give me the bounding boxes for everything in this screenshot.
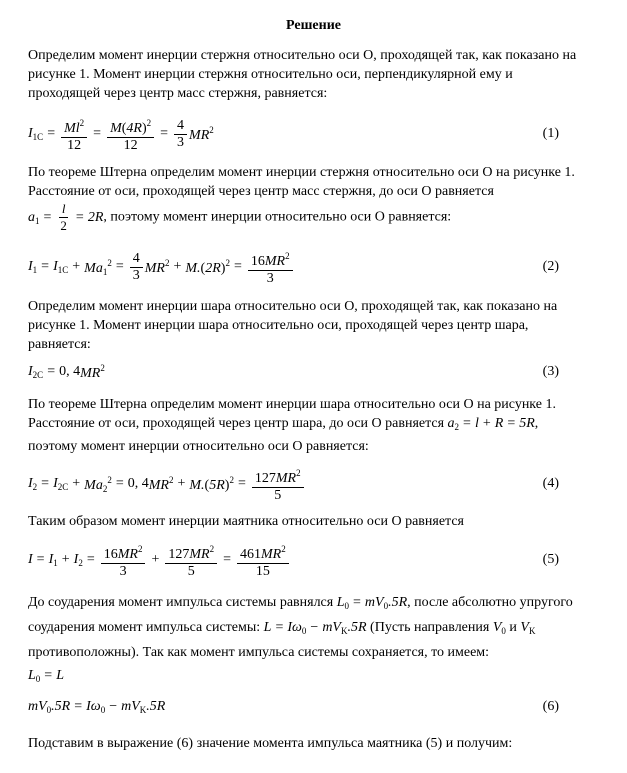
equation-6-formula: $mV_0.5R$ = $I\omega_0$ − $mV_K.5R$ [28, 699, 166, 715]
equation-2 [28, 245, 603, 289]
paragraph-steiner-ball-comma: , [534, 416, 539, 431]
paragraph-momentum-text: До соударения момент импульса системы равнялся [28, 595, 334, 610]
paragraph-substitute: Подставим в выражение (6) значение момента импульса маятника (5) и получим: [28, 736, 513, 751]
paragraph-steiner-rod-end: , поэтому момент инерции относительно оси О равняется: [103, 209, 452, 225]
paragraph-ball-intro: Определим момент инерции шара относительно оси О, проходящей так, как показано на рисунке 1. Момент инерции шара относительно оси, проходящей через центр шара, равняется: [28, 299, 558, 352]
paragraph-momentum-end: противоположны). Так как момент импульса системы сохраняется, то имеем: [28, 645, 490, 660]
paragraph-pendulum: Таким образом момент инерции маятника относительно оси О равняется [28, 514, 464, 529]
inline-formula-a1: $a_1$ = $\frac{l}{2}$ = 2R [28, 201, 104, 233]
equation-3-formula: $I_{2C}$ = 0, 4 $MR^2$ [28, 362, 105, 381]
equation-6-number: (6) [542, 699, 559, 714]
equation-1-formula: $I_{1C}$ = $\frac{Ml^2}{12}$ = $\frac{M(4R)^2}{12}$ = $\frac{4}{3}$ $MR^2$ [28, 112, 214, 156]
equation-1-number: (1) [542, 126, 559, 141]
inline-formula-l: $L = I\omega_0 - mV_K.5R$ [263, 620, 367, 636]
equation-3-number: (3) [542, 364, 559, 379]
equation-5 [28, 538, 603, 582]
equation-2-number: (2) [542, 259, 559, 274]
paragraph-steiner-rod [28, 163, 588, 234]
equation-6 [28, 690, 603, 724]
equation-4-number: (4) [542, 476, 559, 491]
paragraph-momentum-and: и [509, 620, 517, 635]
inline-formula-l0: $L_0 = mV_0.5R$ [336, 595, 408, 611]
paragraph-steiner-ball-end: поэтому момент инерции относительно оси О равняется: [28, 439, 369, 454]
equation-conservation [28, 662, 603, 690]
equation-4 [28, 462, 603, 506]
paragraph-steiner-ball [28, 395, 588, 456]
inline-formula-a2: $a_2 = l + R = 5R$ [447, 416, 535, 432]
equation-5-number: (5) [542, 552, 559, 567]
paragraph-momentum [28, 592, 588, 663]
page-title: Решение [286, 18, 341, 33]
paragraph-momentum-note: (Пусть направления [370, 620, 490, 635]
inline-formula-v0: $V_0$ [492, 620, 506, 636]
paragraph-steiner-rod-text: По теореме Штерна определим момент инерции стержня относительно оси О на рисунке 1. Расстояние от оси, проходящей через центр масс стержня, до оси О равняется [28, 165, 575, 199]
paragraph-steiner-ball-text: По теореме Штерна определим момент инерции шара относительно оси О на рисунке 1. Расстояние от оси, проходящей через центр шара, до оси О равняется [28, 397, 556, 431]
inline-formula-vk: $V_K$ [520, 620, 536, 636]
paragraph-rod-intro: Определим момент инерции стержня относительно оси О, проходящей так, как показано на рисунке 1. Момент инерции стержня относительно оси, перпендикулярной ему и проходящей через центр масс стержня, равняется: [28, 48, 577, 101]
equation-1 [28, 112, 603, 156]
equation-3 [28, 350, 603, 394]
equation-5-formula: I = $I_1$ + $I_2$ = $\frac{16MR^2}{3}$ + $\frac{127MR^2}{5}$ = $\frac{461MR^2}{15}$ [28, 538, 291, 582]
equation-4-formula: $I_2$ = $I_{2C}$ + $Ma_2^2$ = 0, 4 $MR^2$ + $M.(5R)^2$ = $\frac{127MR^2}{5}$ [28, 462, 306, 506]
equation-conservation-formula: $L_0$ = L [28, 668, 64, 684]
equation-2-formula: $I_1$ = $I_{1C}$ + $Ma_1^2$ = $\frac{4}{3}$ $MR^2$ + $M.(2R)^2$ = $\frac{16MR^2}{3}$ [28, 245, 295, 289]
paragraph-momentum-mid: , после абсолютно упругого соударения момент импульса системы: [28, 595, 573, 635]
